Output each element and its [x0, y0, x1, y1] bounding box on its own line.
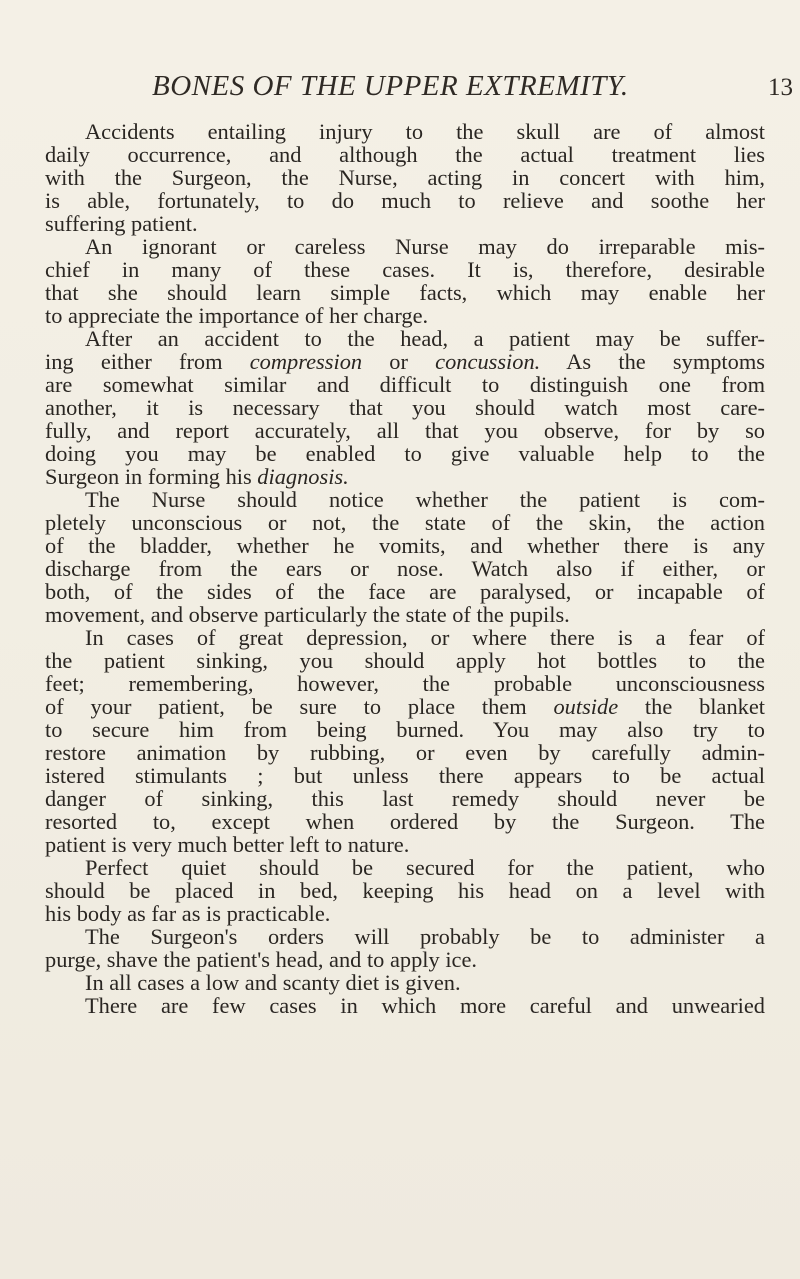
text-segment: the patient sinking, you should apply hot bottles to the — [45, 648, 765, 673]
text-line — [45, 626, 765, 649]
text-line — [45, 120, 765, 143]
text-line — [45, 396, 765, 419]
page-header — [0, 70, 800, 110]
text-line — [45, 166, 765, 189]
text-segment: ing either from — [45, 349, 250, 374]
text-segment: suffering patient. — [45, 211, 198, 236]
text-segment: chief in many of these cases. It is, therefore, desirable — [45, 257, 765, 282]
text-line — [45, 442, 765, 465]
text-line — [45, 925, 765, 948]
text-line — [45, 143, 765, 166]
text-line — [45, 649, 765, 672]
text-line — [45, 557, 765, 580]
text-line — [45, 373, 765, 396]
text-segment: As the symptoms — [540, 349, 765, 374]
text-segment: another, it is necessary that you should watch most care- — [45, 395, 765, 420]
text-segment: the blanket — [618, 694, 765, 719]
text-segment: There are few cases in which more careful and unwearied — [85, 993, 765, 1018]
text-segment: of your patient, be sure to place them — [45, 694, 554, 719]
text-segment: pletely unconscious or not, the state of the skin, the action — [45, 510, 765, 535]
text-segment: The Surgeon's orders will probably be to administer a — [85, 924, 765, 949]
text-line — [45, 603, 765, 626]
text-line — [45, 672, 765, 695]
text-segment: Surgeon in forming his — [45, 464, 258, 489]
text-segment: both, of the sides of the face are paralysed, or incapable of — [45, 579, 765, 604]
text-segment: patient is very much better left to nature. — [45, 832, 410, 857]
text-line — [45, 971, 765, 994]
text-segment: Accidents entailing injury to the skull are of almost — [85, 119, 765, 144]
text-line — [45, 994, 765, 1017]
text-line — [45, 212, 765, 235]
text-segment: The Nurse should notice whether the patient is com- — [85, 487, 765, 512]
text-line — [45, 902, 765, 925]
text-line — [45, 741, 765, 764]
text-line — [45, 879, 765, 902]
text-segment: doing you may be enabled to give valuable help to the — [45, 441, 765, 466]
text-segment: to secure him from being burned. You may also try to — [45, 717, 765, 742]
text-segment: An ignorant or careless Nurse may do irreparable mis- — [85, 234, 765, 259]
italic-text: outside — [553, 694, 619, 719]
italic-text: compression — [249, 349, 363, 374]
italic-text: concussion. — [435, 349, 541, 374]
text-line — [45, 718, 765, 741]
text-line — [45, 465, 765, 488]
text-line — [45, 695, 765, 718]
italic-text: diagnosis. — [257, 464, 349, 489]
text-segment: After an accident to the head, a patient may be suffer- — [85, 326, 765, 351]
text-line — [45, 534, 765, 557]
text-segment: restore animation by rubbing, or even by carefully admin- — [45, 740, 765, 765]
text-segment: of the bladder, whether he vomits, and whether there is any — [45, 533, 765, 558]
text-segment: danger of sinking, this last remedy should never be — [45, 786, 765, 811]
text-segment: daily occurrence, and although the actual treatment lies — [45, 142, 765, 167]
text-segment: In all cases a low and scanty diet is given. — [85, 970, 461, 995]
text-line — [45, 235, 765, 258]
text-line — [45, 419, 765, 442]
text-line — [45, 580, 765, 603]
text-line — [45, 810, 765, 833]
text-line — [45, 833, 765, 856]
text-line — [45, 189, 765, 212]
text-line — [45, 304, 765, 327]
running-title: BONES OF THE UPPER EXTREMITY. — [152, 70, 629, 102]
text-segment: feet; remembering, however, the probable unconsciousness — [45, 671, 765, 696]
text-segment: or — [362, 349, 436, 374]
text-segment: with the Surgeon, the Nurse, acting in concert with him, — [45, 165, 765, 190]
text-segment: discharge from the ears or nose. Watch also if either, or — [45, 556, 765, 581]
text-line — [45, 281, 765, 304]
body-text — [45, 120, 765, 1017]
text-segment: purge, shave the patient's head, and to apply ice. — [45, 947, 478, 972]
text-line — [45, 258, 765, 281]
text-line — [45, 787, 765, 810]
text-segment: fully, and report accurately, all that you observe, for by so — [45, 418, 765, 443]
text-line — [45, 488, 765, 511]
text-segment: to appreciate the importance of her charge. — [45, 303, 429, 328]
text-segment: istered stimulants ; but unless there appears to be actual — [45, 763, 765, 788]
text-segment: his body as far as is practicable. — [45, 901, 331, 926]
text-line — [45, 764, 765, 787]
text-segment: should be placed in bed, keeping his head on a level with — [45, 878, 765, 903]
text-segment: are somewhat similar and difficult to distinguish one from — [45, 372, 765, 397]
text-segment: movement, and observe particularly the state of the pupils. — [45, 602, 570, 627]
text-line — [45, 856, 765, 879]
page-number: 13 — [768, 74, 793, 101]
text-line — [45, 327, 765, 350]
text-line — [45, 948, 765, 971]
text-segment: that she should learn simple facts, which may enable her — [45, 280, 765, 305]
text-line — [45, 350, 765, 373]
text-line — [45, 511, 765, 534]
text-segment: is able, fortunately, to do much to relieve and soothe her — [45, 188, 765, 213]
text-segment: resorted to, except when ordered by the Surgeon. The — [45, 809, 765, 834]
text-segment: In cases of great depression, or where there is a fear of — [85, 625, 765, 650]
text-segment: Perfect quiet should be secured for the patient, who — [85, 855, 765, 880]
